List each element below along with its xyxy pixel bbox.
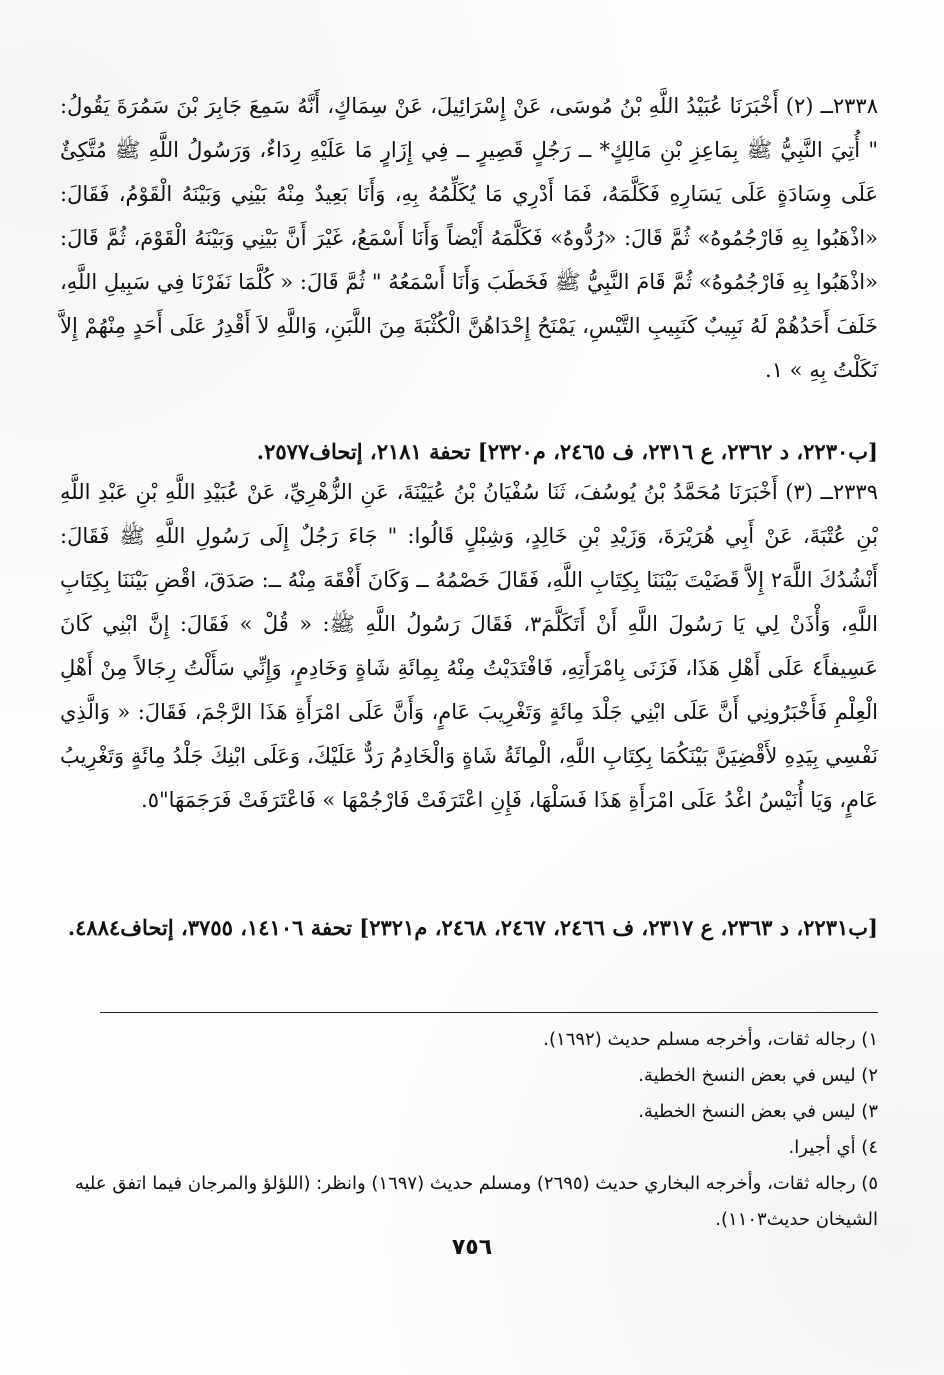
footnote-divider [100,1012,878,1013]
hadith-2338-reference [60,430,878,474]
hadith-2338-ref-text: [ب٢٢٣٠، د ٢٣٦٢، ع ٢٣١٦، ف ٢٤٦٥، م٢٣٢٠] تحفة ٢١٨١، إتحاف٢٥٧٧. [256,439,878,464]
hadith-2338 [60,84,878,392]
footnotes [60,1022,878,1238]
hadith-2339-ref-text: [ب٢٢٣١، د ٢٣٦٣، ع ٢٣١٧، ف ٢٤٦٦، ٢٤٦٧، ٢٤٦٨، م٢٣٢١] تحفة ١٤١٠٦، ٣٧٥٥، إتحاف٤٨٨٤. [67,915,878,940]
page-number: ٧٥٦ [451,1235,493,1260]
footnote-1: ١) رجاله ثقات، وأخرجه مسلم حديث (١٦٩٢). [543,1029,878,1050]
hadith-2339-reference [60,906,878,950]
hadith-2339 [60,470,878,822]
footnote-2: ٢) ليس في بعض النسخ الخطية. [638,1065,878,1086]
footnote-4: ٤) أي أجيرا. [788,1137,878,1158]
hadith-2339-text: ٢٣٣٩ــ (٣) أَخْبَرَنَا مُحَمَّدُ بْنُ يُوسُفَ، ثَنَا سُفْيَانُ بْنُ عُيَيْنَةَ، عَنِ الزُّهْرِيِّ، عَنْ عُبَيْدِ اللَّهِ بْنِ عَبْدِ اللَّهِ بْنِ عُتْبَةَ، عَنْ أَبِي هُرَيْرَةَ، وَزَيْدِ بْنِ خَالِدٍ، وَشِبْلٍ قَالُوا: " جَاءَ رَجُلٌ إِلَى رَسُولِ اللَّهِ ﷺ فَقَالَ: أَنْشُدُكَ اللَّهَ٢ إِلاَّ قَضَيْتَ بَيْنَنَا بِكِتَابِ اللَّهِ، فَقَالَ خَصْمُهُ ــ وَكَانَ أَفْقَهَ مِنْهُ ــ: صَدَقَ، اقْضِ بَيْنَنَا بِكِتَابِ اللَّهِ، وَأْذَنْ لِي يَا رَسُولَ اللَّهِ أَنْ أَتَكَلَّمَ٣، فَقَالَ رَسُولُ اللَّهِ ﷺ: « قُلْ » فَقَالَ: إِنَّ ابْنِي كَانَ عَسِيفاً٤ عَلَى أَهْلِ هَذَا، فَزَنَى بِامْرَأَتِهِ، فَافْتَدَيْتُ مِنْهُ بِمِائَةِ شَاةٍ وَخَادِمٍ، وَإِنِّي سَأَلْتُ رِجَالاً مِنْ أَهْلِ الْعِلْمِ فَأَخْبَرُونِي أَنَّ عَلَى ابْنِي جَلْدَ مِائَةٍ وَتَغْرِيبَ عَامٍ، وَأَنَّ عَلَى امْرَأَةِ هَذَا الرَّجْمَ، فَقَالَ: « وَالَّذِي نَفْسِي بِيَدِهِ لأَقْضِيَنَّ بَيْنَكُمَا بِكِتَابِ اللَّهِ، الْمِائَةُ شَاةٍ وَالْخَادِمُ رَدٌّ عَلَيْكَ، وَعَلَى ابْنِكَ جَلْدُ مِائَةٍ وَتَغْرِيبُ عَامٍ، وَيَا أُنَيْسُ اغْدُ عَلَى امْرَأَةِ هَذَا فَسَلْهَا، فَإِنِ اعْتَرَفَتْ فَارْجُمْهَا » فَاعْتَرَفَتْ فَرَجَمَهَا"٥. [60,480,878,812]
footnote-5: ٥) رجاله ثقات، وأخرجه البخاري حديث (٢٦٩٥) ومسلم حديث (١٦٩٧) وانظر: (اللؤلؤ والمرجان فيما اتفق عليه الشيخان حديث١١٠٣). [74,1173,878,1230]
hadith-2338-text: ٢٣٣٨ــ (٢) أَخْبَرَنَا عُبَيْدُ اللَّهِ بْنُ مُوسَى، عَنْ إِسْرَائِيلَ، عَنْ سِمَاكٍ، أَنَّهُ سَمِعَ جَابِرَ بْنَ سَمُرَةَ يَقُولُ: " أُتِيَ النَّبِيُّ ﷺ بِمَاعِزِ بْنِ مَالِكٍ* ــ رَجُلٍ قَصِيرٍ ــ فِي إِزَارٍ مَا عَلَيْهِ رِدَاءٌ، وَرَسُولُ اللَّهِ ﷺ مُتَّكِئٌ عَلَى وِسَادَةٍ عَلَى يَسَارِهِ فَكَلَّمَهُ، فَمَا أَدْرِي مَا يُكَلِّمُهُ بِهِ، وَأَنَا بَعِيدٌ مِنْهُ بَيْنِي وَبَيْنَهُ الْقَوْمُ، فَقَالَ: «اذْهَبُوا بِهِ فَارْجُمُوهُ» ثُمَّ قَالَ: «رُدُّوهُ» فَكَلَّمَهُ أَيْضاً وَأَنَا أَسْمَعُ، غَيْرَ أَنَّ بَيْنِي وَبَيْنَهُ الْقَوْمَ، ثُمَّ قَالَ: «اذْهَبُوا بِهِ فَارْجُمُوهُ» ثُمَّ قَامَ النَّبِيُّ ﷺ فَخَطَبَ وَأَنَا أَسْمَعُهُ " ثُمَّ قَالَ: « كُلَّمَا نَفَرْنَا فِي سَبِيلِ اللَّهِ، خَلَفَ أَحَدُهُمْ لَهُ نَبِيبٌ كَنَبِيبِ التَّيْسِ، يَمْنَحُ إِحْدَاهُنَّ الْكُثْبَةَ مِنَ اللَّبَنِ، وَاللَّهِ لاَ أَقْدِرُ عَلَى أَحَدٍ مِنْهُمْ إِلاَّ نَكَلْتُ بِهِ » ١. [60,94,878,382]
footnote-3: ٣) ليس في بعض النسخ الخطية. [638,1101,878,1122]
